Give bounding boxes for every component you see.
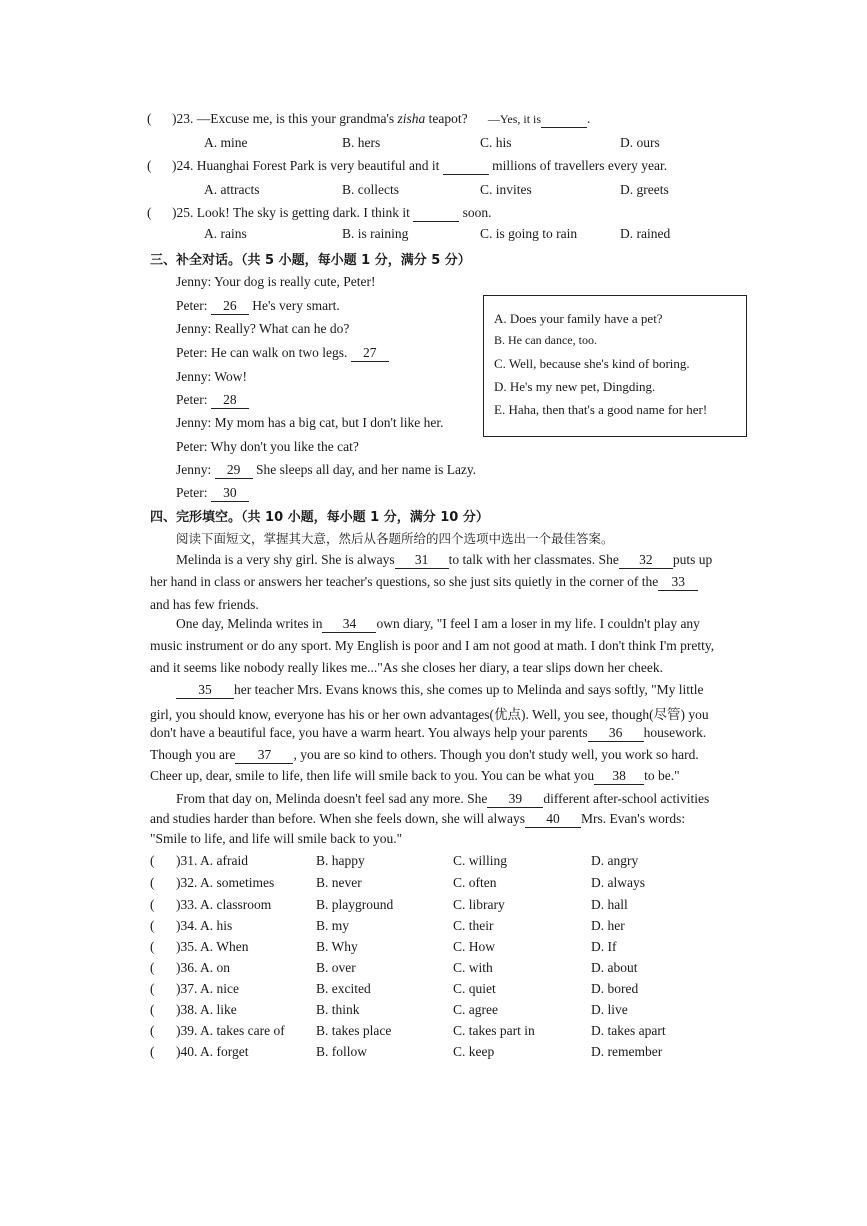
option-d[interactable]: D. bored	[591, 981, 639, 996]
option-c[interactable]: C. with	[453, 960, 493, 975]
option-b[interactable]: B. excited	[316, 981, 371, 996]
option-a[interactable]: )35. A. When	[176, 939, 249, 954]
option-d[interactable]: D. greets	[620, 182, 669, 197]
answer-paren[interactable]: (	[150, 960, 155, 975]
blank-30[interactable]: 30	[211, 485, 249, 502]
option-b[interactable]: B. is raining	[342, 226, 409, 241]
answer-paren[interactable]: (	[147, 111, 152, 126]
answer-paren[interactable]: (	[150, 1044, 155, 1059]
option-a[interactable]: A. attracts	[204, 182, 260, 197]
option-b[interactable]: B. never	[316, 875, 362, 890]
option-d[interactable]: D. rained	[620, 226, 671, 241]
option-c[interactable]: C. invites	[480, 182, 532, 197]
options-box	[483, 295, 747, 437]
blank-40[interactable]: 40	[525, 811, 581, 828]
dialogue-line: Jenny: Your dog is really cute, Peter!	[176, 274, 376, 289]
option-c[interactable]: C. quiet	[453, 981, 496, 996]
option-a[interactable]: )31. A. afraid	[176, 853, 248, 868]
dialogue-line: Peter: Why don't you like the cat?	[176, 439, 359, 454]
blank-35[interactable]: 35	[176, 682, 234, 699]
blank-26[interactable]: 26	[211, 298, 249, 315]
option-b[interactable]: B. over	[316, 960, 356, 975]
blank-28[interactable]: 28	[211, 392, 249, 409]
option-c[interactable]: C. their	[453, 918, 494, 933]
passage-line: 35 her teacher Mrs. Evans knows this, she comes up to Melinda and says softly, "My little	[176, 682, 704, 699]
option-c[interactable]: C. often	[453, 875, 497, 890]
dialogue-line: Peter: 26 He's very smart.	[176, 298, 340, 313]
dialogue-line: Peter: 28	[176, 392, 249, 409]
passage-line: "Smile to life, and life will smile back to you."	[150, 831, 403, 846]
box-option-e: E. Haha, then that's a good name for her!	[494, 402, 708, 417]
option-c[interactable]: C. agree	[453, 1002, 498, 1017]
passage-line: Though you are 37 , you are so kind to others. Though you don't study well, you work so hard.	[150, 747, 699, 762]
option-c[interactable]: C. his	[480, 135, 512, 150]
answer-paren[interactable]: (	[150, 853, 155, 868]
option-a[interactable]: )38. A. like	[176, 1002, 237, 1017]
option-d[interactable]: D. ours	[620, 135, 660, 150]
answer-paren[interactable]: (	[150, 1023, 155, 1038]
option-a[interactable]: A. mine	[204, 135, 248, 150]
blank-38[interactable]: 38	[594, 768, 644, 785]
option-d[interactable]: D. live	[591, 1002, 628, 1017]
passage-line: music instrument or do any sport. My English is poor and I am not good at math. I don't think I'm pretty,	[150, 638, 715, 653]
answer-paren[interactable]: (	[147, 158, 152, 173]
answer-paren[interactable]: (	[150, 1002, 155, 1017]
option-a[interactable]: )33. A. classroom	[176, 897, 272, 912]
option-a[interactable]: )34. A. his	[176, 918, 233, 933]
option-a[interactable]: A. rains	[204, 226, 247, 241]
box-option-c: C. Well, because she's kind of boring.	[494, 356, 690, 371]
blank-34[interactable]: 34	[322, 616, 376, 633]
answer-paren[interactable]: (	[147, 205, 152, 220]
passage-line: girl, you should know, everyone has his or her own advantages(优点). Well, you see, though(尽管) you	[150, 707, 709, 722]
dialogue-line: Jenny: My mom has a big cat, but I don't like her.	[176, 415, 444, 430]
passage-line: and has few friends.	[150, 597, 259, 612]
blank-27[interactable]: 27	[351, 345, 389, 362]
option-b[interactable]: B. my	[316, 918, 350, 933]
dialogue-line: Jenny: Wow!	[176, 369, 248, 384]
blank-32[interactable]: 32	[619, 552, 673, 569]
blank-37[interactable]: 37	[235, 747, 293, 764]
box-option-a: A. Does your family have a pet?	[494, 311, 663, 326]
option-c[interactable]: C. takes part in	[453, 1023, 535, 1038]
dialogue-line: Jenny: Really? What can he do?	[176, 321, 350, 336]
option-d[interactable]: D. about	[591, 960, 638, 975]
passage-line: From that day on, Melinda doesn't feel sad any more. She 39 different after-school activities	[176, 791, 710, 806]
answer-paren[interactable]: (	[150, 939, 155, 954]
option-a[interactable]: )39. A. takes care of	[176, 1023, 285, 1038]
option-b[interactable]: B. hers	[342, 135, 381, 150]
option-d[interactable]: D. angry	[591, 853, 639, 868]
answer-paren[interactable]: (	[150, 918, 155, 933]
passage-line: and it seems like nobody really likes me..."As she closes her diary, a tear slips down her cheek.	[150, 660, 663, 675]
answer-paren[interactable]: (	[150, 875, 155, 890]
box-option-b: B. He can dance, too.	[494, 333, 597, 347]
option-d[interactable]: D. takes apart	[591, 1023, 666, 1038]
passage-line: Cheer up, dear, smile to life, then life will smile back to you. You can be what you 38 to be."	[150, 768, 680, 783]
passage-line: and studies harder than before. When she feels down, she will always 40 Mrs. Evan's words:	[150, 811, 686, 826]
option-c[interactable]: C. How	[453, 939, 496, 954]
passage-line: Melinda is a very shy girl. She is always 31 to talk with her classmates. She 32 puts up	[176, 552, 713, 567]
option-d[interactable]: D. If	[591, 939, 617, 954]
passage-line: don't have a beautiful face, you have a warm heart. You always help your parents 36 housework.	[150, 725, 707, 740]
blank-36[interactable]: 36	[588, 725, 644, 742]
option-d[interactable]: D. always	[591, 875, 645, 890]
blank-33[interactable]: 33	[658, 574, 698, 591]
question-text: )25. Look! The sky is getting dark. I think it soon.	[172, 205, 492, 220]
question-text: )24. Huanghai Forest Park is very beautiful and it millions of travellers every year.	[172, 158, 668, 173]
option-d[interactable]: D. her	[591, 918, 625, 933]
option-a[interactable]: )36. A. on	[176, 960, 230, 975]
answer-paren[interactable]: (	[150, 897, 155, 912]
option-b[interactable]: B. follow	[316, 1044, 368, 1059]
passage-line: One day, Melinda writes in 34 own diary, "I feel I am a loser in my life. I couldn't play any	[176, 616, 700, 631]
passage-line: her hand in class or answers her teacher's questions, so she just sits quietly in the corner of the 33	[150, 574, 698, 591]
section4-instruction: 阅读下面短文，掌握其大意，然后从各题所给的四个选项中选出一个最佳答案。	[176, 531, 614, 546]
option-c[interactable]: C. is going to rain	[480, 226, 578, 241]
section4-title: 四、完形填空。（共 10 小题，每小题 1 分，满分 10 分）	[150, 510, 489, 525]
box-option-d: D. He's my new pet, Dingding.	[494, 379, 656, 394]
dialogue-line: Peter: 30	[176, 485, 249, 502]
section3-title: 三、补全对话。（共 5 小题，每小题 1 分，满分 5 分）	[150, 253, 471, 268]
question-text: )23. —Excuse me, is this your grandma's zisha teapot? —Yes, it is .	[172, 111, 591, 126]
blank-31[interactable]: 31	[395, 552, 449, 569]
option-d[interactable]: D. remember	[591, 1044, 663, 1059]
option-d[interactable]: D. hall	[591, 897, 628, 912]
option-b[interactable]: B. think	[316, 1002, 360, 1017]
option-a[interactable]: )32. A. sometimes	[176, 875, 275, 890]
option-c[interactable]: C. willing	[453, 853, 508, 868]
option-b[interactable]: B. collects	[342, 182, 399, 197]
option-b[interactable]: B. Why	[316, 939, 358, 954]
dialogue-line: Peter: He can walk on two legs. 27	[176, 345, 389, 362]
option-b[interactable]: B. happy	[316, 853, 365, 868]
option-a[interactable]: )37. A. nice	[176, 981, 239, 996]
option-c[interactable]: C. keep	[453, 1044, 495, 1059]
blank-39[interactable]: 39	[487, 791, 543, 808]
option-b[interactable]: B. takes place	[316, 1023, 392, 1038]
option-b[interactable]: B. playground	[316, 897, 394, 912]
option-a[interactable]: )40. A. forget	[176, 1044, 249, 1059]
dialogue-line: Jenny: 29 She sleeps all day, and her name is Lazy.	[176, 462, 477, 477]
blank-29[interactable]: 29	[215, 462, 253, 479]
option-c[interactable]: C. library	[453, 897, 505, 912]
answer-paren[interactable]: (	[150, 981, 155, 996]
